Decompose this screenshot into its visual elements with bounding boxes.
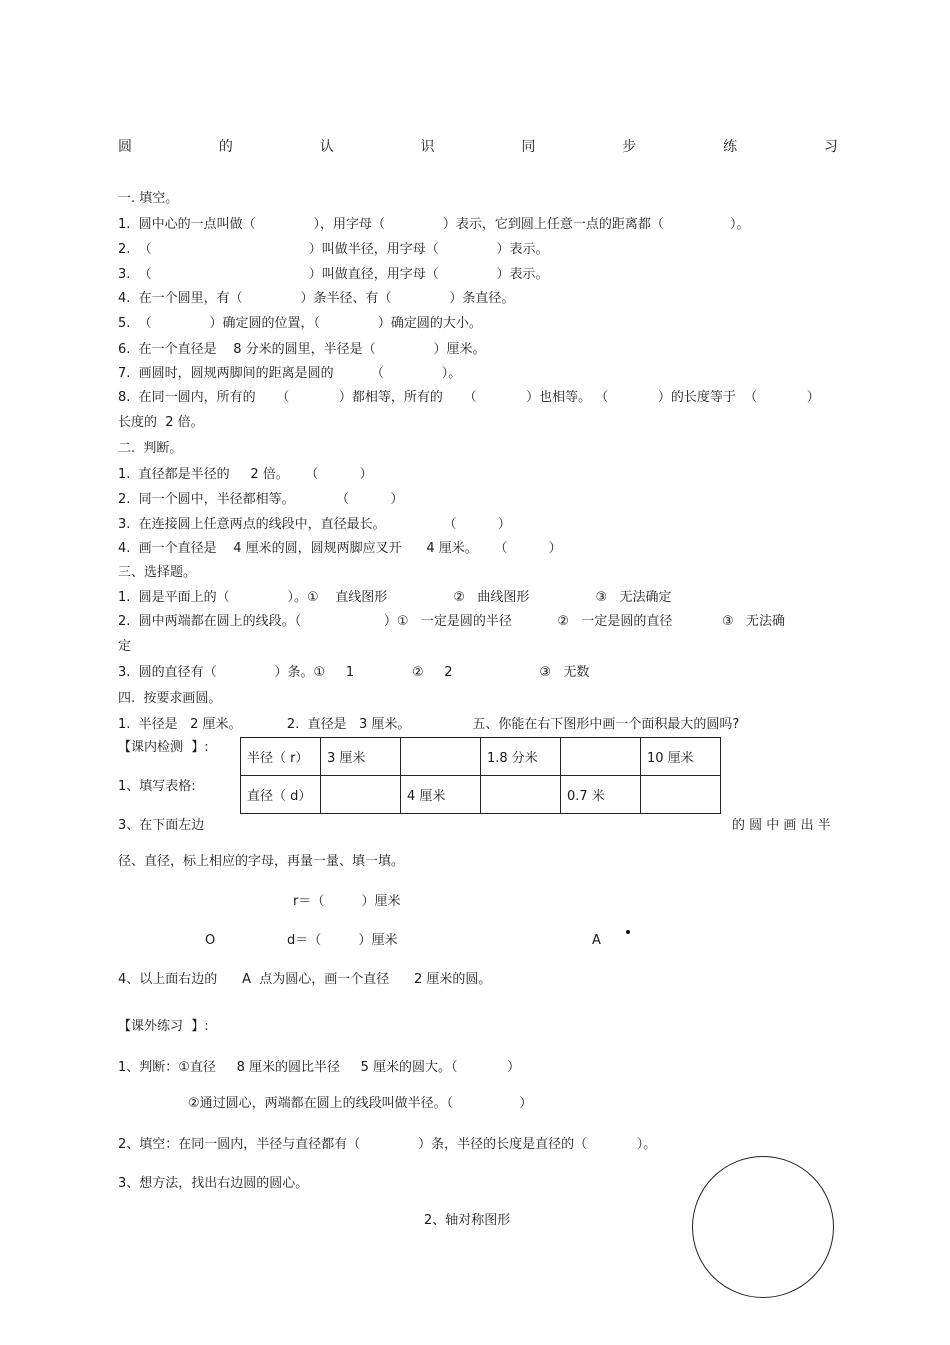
title-char: 习 <box>823 139 838 155</box>
title-char: 练 <box>723 139 738 155</box>
table-cell: 1.8 分米 <box>481 738 561 776</box>
point-a-dot <box>626 930 630 934</box>
center-o-label: O <box>205 933 216 948</box>
table-cell <box>561 738 641 776</box>
title-char: 的 <box>218 139 233 155</box>
extra-question-1: 1、判断：①直径 8 厘米的圆比半径 5 厘米的圆大。（ ） <box>118 1060 521 1075</box>
title-char: 识 <box>420 139 435 155</box>
extra-practice-heading: 【课外练习 】: <box>118 1019 209 1034</box>
extra-question-3: 3、想方法，找出右边圆的圆心。 <box>118 1176 309 1191</box>
question-k3-cont: 径、直径，标上相应的字母，再量一量、填一填。 <box>118 854 405 869</box>
section-heading-draw: 四. 按要求画圆。 <box>118 691 222 706</box>
table-cell <box>641 776 721 814</box>
question-3-3: 3. 圆的直径有（ ）条。① 1 ② 2 ③ 无数 <box>118 665 590 680</box>
point-a-label: A <box>592 933 601 948</box>
question-k3-right: 的 圆 中 画 出 半 <box>732 818 831 833</box>
table-cell: 半径（ r） <box>241 738 321 776</box>
section-heading-choice: 三、选择题。 <box>118 565 197 580</box>
fill-table-label: 1、填写表格: <box>118 779 196 794</box>
circle-figure <box>692 1156 834 1298</box>
table-cell: 10 厘米 <box>641 738 721 776</box>
question-k4: 4、以上面右边的 A 点为圆心，画一个直径 2 厘米的圆。 <box>118 972 492 987</box>
question-k3-left: 3、在下面左边 <box>118 818 205 833</box>
question-2-1: 1. 直径都是半径的 2 倍。 （ ） <box>118 467 373 482</box>
question-1-1: 1. 圆中心的一点叫做（ ），用字母（ ）表示，它到圆上任意一点的距离都（ ）。 <box>118 217 750 232</box>
table-row <box>241 738 721 776</box>
table-cell: 4 厘米 <box>401 776 481 814</box>
title-char: 圆 <box>118 139 132 155</box>
in-class-heading: 【课内检测 】: <box>118 740 209 755</box>
next-section-title: 2、轴对称图形 <box>424 1213 511 1228</box>
section-heading-fill: 一. 填空。 <box>118 191 179 206</box>
extra-question-1b: ②通过圆心，两端都在圆上的线段叫做半径。（ ） <box>188 1096 533 1111</box>
question-2-3: 3. 在连接圆上任意两点的线段中，直径最长。 （ ） <box>118 517 511 532</box>
title-char: 步 <box>622 139 637 155</box>
table-cell <box>481 776 561 814</box>
question-1-7: 7. 画圆时，圆规两脚间的距离是圆的 （ ）。 <box>118 366 462 381</box>
question-1-8: 8. 在同一圆内，所有的 （ ）都相等，所有的 （ ）也相等。 （ ）的长度等于 （ ） <box>118 390 820 405</box>
question-3-2-cont: 定 <box>118 639 132 654</box>
question-3-2: 2. 圆中两端都在圆上的线段。（ ）① 一定是圆的半径 ② 一定是圆的直径 ③ 无法确 <box>118 614 786 629</box>
title-char: 认 <box>319 139 334 155</box>
table-cell <box>401 738 481 776</box>
table-row <box>241 776 721 814</box>
section-heading-judge: 二. 判断。 <box>118 441 183 456</box>
radius-answer: r＝（ ）厘米 <box>293 894 401 909</box>
question-1-3: 3. （ ）叫做直径，用字母（ ）表示。 <box>118 267 549 282</box>
question-1-2: 2. （ ）叫做半径，用字母（ ）表示。 <box>118 242 549 257</box>
table-cell: 0.7 米 <box>561 776 641 814</box>
radius-diameter-table <box>240 737 721 814</box>
page-title <box>118 136 838 156</box>
table-cell: 直径（ d） <box>241 776 321 814</box>
question-2-4: 4. 画一个直径是 4 厘米的圆，圆规两脚应叉开 4 厘米。 （ ） <box>118 541 562 556</box>
question-1-4: 4. 在一个圆里，有（ ）条半径、有（ ）条直径。 <box>118 291 515 306</box>
question-1-8-cont: 长度的 2 倍。 <box>118 415 204 430</box>
question-1-5: 5. （ ）确定圆的位置，（ ）确定圆的大小。 <box>118 316 482 331</box>
question-1-6: 6. 在一个直径是 8 分米的圆里，半径是（ ）厘米。 <box>118 342 486 357</box>
question-2-2: 2. 同一个圆中，半径都相等。 （ ） <box>118 492 404 507</box>
question-4-1: 1. 半径是 2 厘米。 2. 直径是 3 厘米。 五、你能在右下图形中画一个面积最大的圆吗? <box>118 717 740 732</box>
table-cell <box>321 776 401 814</box>
diameter-answer: d＝（ ）厘米 <box>287 933 398 948</box>
question-3-1: 1. 圆是平面上的（ ）。① 直线图形 ② 曲线图形 ③ 无法确定 <box>118 590 672 605</box>
title-char: 同 <box>521 139 536 155</box>
extra-question-2: 2、填空：在同一圆内，半径与直径都有（ ）条，半径的长度是直径的（ ）。 <box>118 1137 657 1152</box>
table-cell: 3 厘米 <box>321 738 401 776</box>
